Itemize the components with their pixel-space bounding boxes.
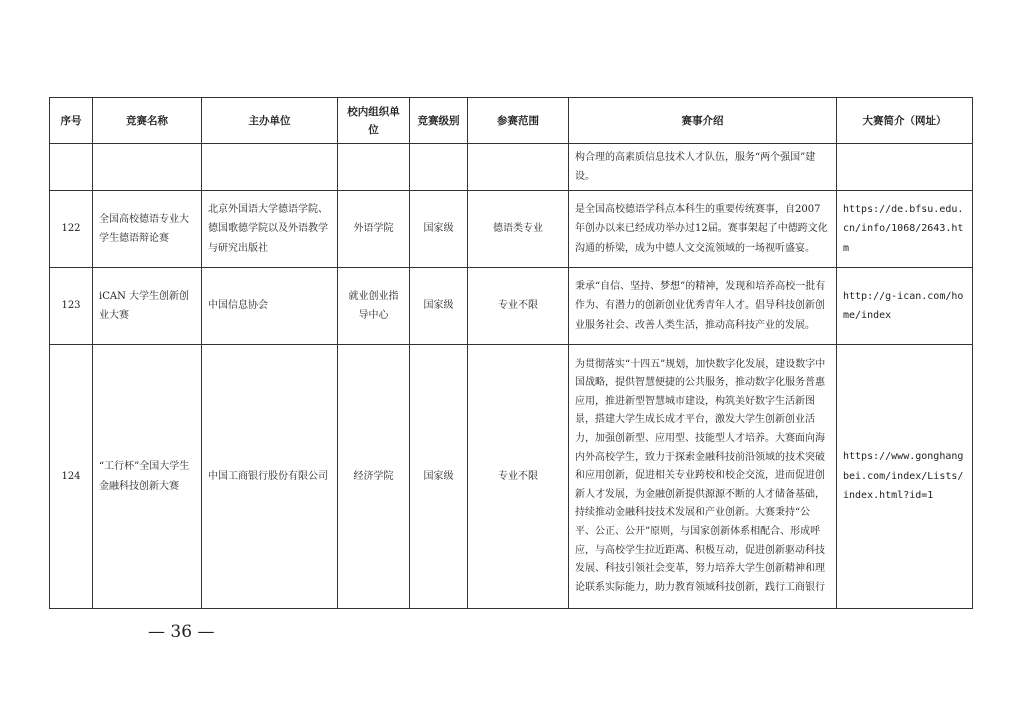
cell-level: 国家级 (410, 191, 468, 268)
cell-intro: 为贯彻落实“十四五”规划，加快数字化发展，建设数字中国战略，提供智慧便捷的公共服务，推动数字化服务普惠应用，推进新型智慧城市建设，构筑美好数字生活新图景，搭建大学生成长成才平台，激发大学生创新创业活力，加强创新型、应用型、技能型人才培养。大赛面向海内外高校学生，致力于探索金融科技前沿领域的技术突破和应用创新，促进相关专业跨校和校企交流，进而促进创新人才发展，为金融创新提供源源不断的人才储备基础，持续推动金融科技技术发展和产业创新。大赛秉持“公平、公正、公开”原则，与国家创新体系相配合、形成呼应，与高校学生拉近距离、积极互动，促进创新驱动科技发展、科技引领社会变革，努力培养大学生创新精神和理论联系实际能力，助力教育领域科技创新，践行工商银行 (569, 345, 837, 609)
cell-level: 国家级 (410, 345, 468, 609)
cell-intro: 是全国高校德语学科点本科生的重要传统赛事，自2007年创办以来已经成功举办过12届。赛事架起了中德跨文化沟通的桥梁，成为中德人文交流领域的一场视听盛宴。 (569, 191, 837, 268)
competition-table (49, 97, 973, 609)
cell-url (837, 144, 973, 191)
cell-name: 全国高校德语专业大学生德语辩论赛 (93, 191, 202, 268)
cell-dept: 就业创业指导中心 (338, 268, 410, 345)
table-row (50, 144, 973, 191)
cell-dept (338, 144, 410, 191)
cell-seq (50, 144, 93, 191)
table-row (50, 345, 973, 609)
page-number: — 36 — (148, 622, 215, 642)
header-seq: 序号 (50, 98, 93, 144)
cell-name: “工行杯”全国大学生金融科技创新大赛 (93, 345, 202, 609)
cell-scope (468, 144, 569, 191)
cell-url[interactable]: https://www.gonghangbei.com/index/Lists/index.html?id=1 (837, 345, 973, 609)
cell-scope: 专业不限 (468, 268, 569, 345)
cell-url[interactable]: http://g-ican.com/home/index (837, 268, 973, 345)
header-intro: 赛事介绍 (569, 98, 837, 144)
cell-organizer: 中国信息协会 (202, 268, 338, 345)
cell-organizer (202, 144, 338, 191)
cell-name: iCAN 大学生创新创业大赛 (93, 268, 202, 345)
cell-scope: 专业不限 (468, 345, 569, 609)
cell-name (93, 144, 202, 191)
cell-level (410, 144, 468, 191)
header-name: 竞赛名称 (93, 98, 202, 144)
cell-seq: 123 (50, 268, 93, 345)
header-dept: 校内组织单位 (338, 98, 410, 144)
cell-url[interactable]: https://de.bfsu.edu.cn/info/1068/2643.htm (837, 191, 973, 268)
table-row (50, 191, 973, 268)
header-organizer: 主办单位 (202, 98, 338, 144)
cell-dept: 外语学院 (338, 191, 410, 268)
header-row (50, 98, 973, 144)
cell-organizer: 中国工商银行股份有限公司 (202, 345, 338, 609)
cell-scope: 德语类专业 (468, 191, 569, 268)
cell-seq: 122 (50, 191, 93, 268)
table-row (50, 268, 973, 345)
cell-intro: 秉承“自信、坚持、梦想”的精神，发现和培养高校一批有作为、有潜力的创新创业优秀青年人才。倡导科技创新创业服务社会、改善人类生活，推动高科技产业的发展。 (569, 268, 837, 345)
cell-intro: 构合理的高素质信息技术人才队伍，服务“两个强国”建设。 (569, 144, 837, 191)
header-level: 竞赛级别 (410, 98, 468, 144)
header-scope: 参赛范围 (468, 98, 569, 144)
header-url: 大赛简介（网址） (837, 98, 973, 144)
cell-dept: 经济学院 (338, 345, 410, 609)
cell-level: 国家级 (410, 268, 468, 345)
cell-seq: 124 (50, 345, 93, 609)
cell-organizer: 北京外国语大学德语学院、德国歌德学院以及外语教学与研究出版社 (202, 191, 338, 268)
